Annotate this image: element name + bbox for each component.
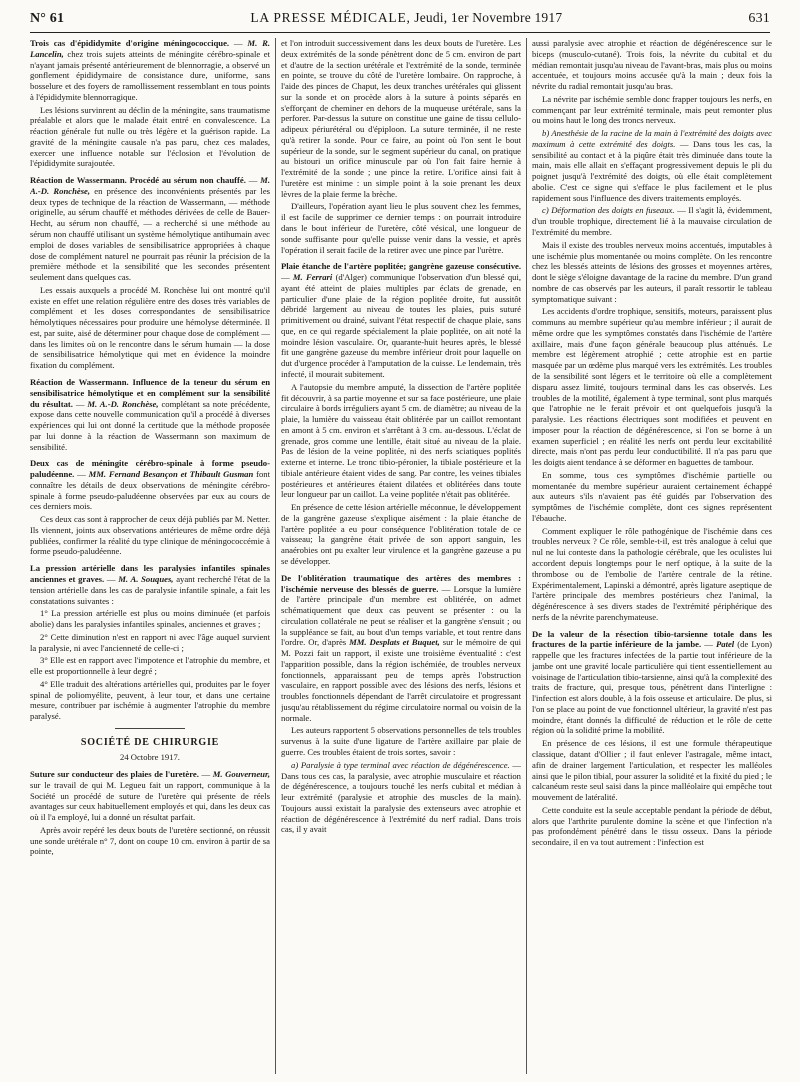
list-item: 3° Elle est en rapport avec l'impotence et l'atrophie du membre, et elle est proportionnelle à leur degré ; bbox=[30, 655, 270, 677]
article-text: — Dans tous les cas, la sensibilité au contact et à la piqûre était très diminuée dans toute la main, mais elle allait en s'effaçant progressivement depuis le pli du poignet jusqu'à l'extrémité des doigts, où elle était complètement abolie. C'est ce signe qui s'efface le plus facilement et le plus rapidement sous l'influence des divers traitements employés. bbox=[532, 138, 772, 203]
paragraph: Les essais auxquels a procédé M. Ronchèse lui ont montré qu'il existe en effet une relation régulière entre des doses très variables de complément et les doses correspondantes de sensibilisatrice hémolytiques nécessaires pour produire une hémolyse déterminée. Il est, par suite, aisé de déterminer pour chaque dose de complément — dans les limites où on le rencontre dans le sérum humain — la dose de sensibilisatrice hémolytique qui met en évidence la moindre fixation du complément. bbox=[30, 284, 270, 371]
column-divider bbox=[526, 38, 527, 1074]
paragraph: et l'on introduit successivement dans les deux bouts de l'uretère. Les deux extrémités de la sonde pénètrent donc de 5 cm. environ de part et d'autre de la section urétérale et l'extrémité de la sonde, terminée en pointe, se trouve du côté de l'uretère lombaire. On rapproche, à l'aide des pinces de Chaput, les deux tranches urétérales qui glissent sur la sonde et on procède alors à la suture à points séparés en s'efforçant de cheminer en dehors de la muqueuse urétérale, sans la perforer. Par-dessus la suture on constitue une gaine de tissu cellulo-adipeux périurétéral ou d'épiploon. La suture terminée, il ne reste qu'à retirer la sonde. Pour ce faire, au point où l'on sent le bout supérieur de la sonde, sur le segment supérieur du canal, on pratique au bistouri un orifice minuscule par où l'on fait faire hernie à l'extrémité de la sonde ; une pince la retire. L'orifice ainsi fait à l'uretère est minime : un simple point à la soie prenant les deux lèvres de la plaie ferme la brèche. bbox=[281, 38, 521, 199]
article-text: font connaître les détails de deux observations de méningite cérébro-spinale à forme pseudo-paludéenne observées par eux au cours de ces derniers mois. bbox=[30, 469, 270, 512]
article-title: Réaction de Wassermann. Procédé au sérum non chauffé. bbox=[30, 175, 246, 186]
article: De la valeur de la résection tibio-tarsienne totale dans les fractures de la partie inférieure de la jambe. — Patel (de Lyon) rappelle que les fractures infectées de la partie tout inférieure de la jambe ont une gravité locale particulière qui tient essentiellement au voisinage de l'articulation tibio-tarsienne, ainsi qu'à la complexité des traits de fracture, qui, presque tous, pénètrent dans l'interligne : l'infection est alors double, à la fois osseuse et articulaire. De plus, si l'on se place au point de vue fonctionnel ultérieur, la gravité n'est pas moindre, étant donnés la difficulté de réduction et le rôle de cette région où la solidité prime la mobilité. bbox=[532, 628, 772, 736]
article-author: M. Gouverneur, bbox=[212, 769, 270, 780]
article-title: De la valeur de la résection tibio-tarsienne totale dans les fractures de la partie inférieure de la jambe. bbox=[532, 628, 772, 650]
article-title: De l'oblitération traumatique des artères des membres : l'ischémie nerveuse des blessés de guerre. bbox=[281, 572, 521, 594]
article-author: M. R. Lancelin, bbox=[30, 38, 270, 59]
section-date: 24 Octobre 1917. bbox=[120, 752, 180, 763]
section-separator bbox=[115, 728, 185, 729]
subheading: a) Paralysie à type terminal avec réaction de dégénérescence. bbox=[291, 759, 510, 770]
article-title: Deux cas de méningite cérébro-spinale à forme pseudo-paludéenne. bbox=[30, 458, 270, 480]
section-title: SOCIÉTÉ DE CHIRURGIE bbox=[80, 736, 220, 748]
paragraph: Cette conduite est la seule acceptable pendant la période de début, alors que l'arthrite purulente domine la scène et que l'infection n'a pas profondément pénétré dans le tissu osseux. Dans la période secondaire, il en va tout autrement : l'infection est bbox=[532, 804, 772, 848]
list-item: 2° Cette diminution n'est en rapport ni avec l'âge auquel survient la paralysie, ni avec l'ancienneté de celle-ci ; bbox=[30, 631, 270, 653]
article: Plaie étanche de l'artère poplitée; gangrène gazeuse consécutive. — M. Ferrari (d'Alger) communique l'observation d'un blessé qui, ayant été atteint de plaies multiples par éclats de grenade, en particulier d'une plaie de la région poplitée droite, fut aussitôt débridé largement au niveau de toutes les plaies, puis suturé primitivement ou drainé, suivant l'état respectif de chaque plaie, sans que, en ce qui regarde spécialement la plaie poplitée, on ait noté la moindre lésion vasculaire. Or, quarante-huit heures après, le blessé fit une gangrène gazeuse du membre inférieur droit pour laquelle on dut d'urgence procéder à l'amputation de la cuisse. Le lendemain, très infecté, il mourait subitement. bbox=[281, 261, 521, 379]
subheading: b) Anesthésie de la racine de la main à l'extrémité des doigts avec maximum à cette extrémité des doigts. bbox=[532, 128, 772, 149]
paragraph bbox=[532, 128, 772, 203]
article-text: sur le travail de qui M. Legueu fait un rapport, communique à la Société un procédé de suture de l'uretère qui présente de réels avantages sur ceux habituellement employés et qui, dans les deux cas où il l'a employé, lui a donné un résultat parfait. bbox=[30, 779, 270, 823]
issue-number: N° 61 bbox=[30, 11, 65, 26]
page-number: 631 bbox=[748, 11, 770, 26]
article-text: sur le mémoire de qui M. Pozzi fait un rapport, il existe une troisième éventualité : c'est l'apparition possible, dans la région ischémiée, de troubles nerveux fonctionnels, apparaissant peu de temps après l'obstruction vasculaire, en rapport possible avec des lésions des nerfs, lésions et troubles fonctionnels dépendant de l'arrêt circulatoire et progressant jusqu'au rétablissement du régime circulatoire normal ou voisin de la normale. bbox=[281, 637, 521, 723]
article-text: — Dans tous ces cas, la paralysie, avec atrophie musculaire et réaction de dégénérescence, a toujours touché les nerfs cubital et médian à leur extrémité (paralysie et atrophie des muscles de la main). Toujours aussi existait la paralysie des extenseurs avec atrophie et réaction de dégénérescence à l'extrémité du nerf radial. Dans trois cas, il y avait bbox=[281, 759, 521, 835]
article-author: M. A. Souques, bbox=[118, 573, 174, 584]
paragraph bbox=[281, 760, 521, 835]
issue-date: Jeudi, 1er Novembre 1917 bbox=[414, 10, 563, 25]
article bbox=[281, 573, 521, 724]
article-text: — Lorsque la lumière de l'artère principale d'un membre est oblitérée, on admet schématiquement que deux cas peuvent se présenter : ou la circulation collatérale ne peut se réaliser et la gangrène s'ensuit ; ou la suppléance se fait, au bout d'un temps variable, et tout rentre dans l'ordre. Or, d'après bbox=[281, 583, 521, 648]
article-text: — Il s'agit là, évidemment, d'un trouble trophique, directement lié à la mauvaise circulation de l'extrémité du membre. bbox=[532, 205, 772, 238]
paragraph: Les accidents d'ordre trophique, sensitifs, moteurs, paraissent plus communs au membre supérieur qu'au membre inférieur ; il aurait de même ordre que les symptômes constatés dans l'ischémie de l'artère axillaire, mais d'une façon générale beaucoup plus atténués. Le membre est légèrement atrophié ; cette atrophie est en partie masquée par un œdème plus marqué vers les extrémités. Les troubles de la sensibilité sont légers et le territoire où elle a complètement disparu assez limité, toujours terminal dans les cas observés. Les troubles de la motilité, également à type terminal, sont plus marqués que l'atrophie ne le ferait prévoir et ont quelquefois jusqu'à la paralysie. Les réactions électriques sont modifiées et peuvent en imposer pour la réaction de dégénérescence, si l'on se borne à un examen superficiel ; en réalité les nerfs ont perdu leur excitabilité directe, mais n'ont pas perdu leur conductibilité. Il n'a pas paru que les doigts aient tendance à se déformer en baguettes de tambour. bbox=[532, 306, 772, 468]
article: Réaction de Wassermann. Procédé au sérum non chauffé. — M. A.-D. Ronchèse, en présence des inconvénients présentés par les deux types de technique de la réaction de Wassermann, — méthode originelle, au sérum chauffé et méthodes dérivées de celle de Bauer-Hecht, au sérum non chauffé, — a recherché si une méthode au sérum non chauffé utilisant un système hémolytique antihumain avec emploi de doses variables de sensibilisatrice appropriées à chaque dose de complément naturel ne pourrait pas réunir la précision de la première méthode et la sensibilité que les secondes présentent seulement dans quelques cas. bbox=[30, 175, 270, 283]
article-author: MM. Desplats et Buquet, bbox=[349, 637, 440, 648]
article-title: Trois cas d'épididymite d'origine méningococcique. bbox=[30, 38, 230, 48]
list-item: 4° Elle traduit des altérations artérielles qui, produites par le foyer spinal de poliomyélite, peuvent, à leur tour, et dans une certaine mesure, contribuer par ischémie à augmenter l'atrophie du membre paralysé. bbox=[30, 678, 270, 722]
paragraph: Ces deux cas sont à rapprocher de ceux déjà publiés par M. Netter. Ils viennent, joints aux observations antérieures de même ordre déjà publiées, confirmer la réalité du type clinique de méningococcémie à forme pseudo-paludéenne. bbox=[30, 514, 270, 557]
article-title: Réaction de Wassermann. Influence de la teneur du sérum en sensibilisatrice hémolytique et en complément sur la sensibilité du résultat. bbox=[30, 376, 270, 409]
list-item: 1° La pression artérielle est plus ou moins diminuée (et parfois abolie) dans les paralysies infantiles spinales, anciennes et graves ; bbox=[30, 608, 270, 630]
subheading: c) Déformation des doigts en fuseaux. bbox=[542, 205, 675, 216]
paragraph: Comment expliquer le rôle pathogénique de l'ischémie dans ces troubles nerveux ? Ce rôle, semble-t-il, est très analogue à celui que nul ne lui conteste dans la pathologie cérébrale, que les oculistes lui accordent depuis longtemps pour le nerf optique, à la suite de la thrombose ou de l'embolie de l'artère centrale de la rétine. Expérimentalement, Lapinski a démontré, après ligature aseptique de l'artère principale des membres postérieurs chez l'animal, la dégénérescence à ses divers stades de l'extrémité périphérique des nerfs de la névrite parenchymateuse. bbox=[532, 525, 772, 622]
paragraph: Les lésions survinrent au déclin de la méningite, sans traumatisme préalable et alors que le malade était entré en convalescence. La réaction générale fut nulle ou très légère et la guérison rapide. La gravité de la méningite causale n'a pas paru, chez ces malades, exercer une influence notable sur l'éclosion et l'évolution de l'épididymite surajoutée. bbox=[30, 104, 270, 169]
article-text: ayant recherché l'état de la tension artérielle dans les cas de paralysie infantile spinale, a fait les constatations suivantes : bbox=[30, 573, 270, 606]
article-author: M. Ferrari bbox=[292, 272, 333, 283]
paragraph: En somme, tous ces symptômes d'ischémie partielle ou momentanée du membre supérieur auraient certainement échappé aux auteurs s'ils n'avaient pas été guidés par l'observation des symptômes de l'ischémie complète, dont ces signes représentent l'ébauche. bbox=[532, 469, 772, 523]
paragraph: En présence de ces lésions, il est une formule thérapeutique classique, datant d'Ollier ; il faut enlever l'astragale, même intact, afin de drainer largement l'articulation, et respecter les malléoles ainsi que le pilon tibial, pour assurer la solidité et la fixité du pied ; le calcanéum reste seul saisi dans la pince malléolaire qui empêche tout mouvement de latéralité. bbox=[532, 738, 772, 803]
article-text: (de Lyon) rappelle que les fractures infectées de la partie tout inférieure de la jambe ont une gravité locale particulière qui tient essentiellement au voisinage de l'articulation tibio-tarsienne, ainsi qu'à la complexité des traits de fracture, qui, presque tous, pénètrent dans l'interligne : l'infection est alors double, à la fois osseuse et articulaire. De plus, si l'on se place au point de vue fonctionnel ultérieur, la gravité n'est pas moindre, étant donnés la difficulté de réduction et le rôle de cette région où la solidité prime la mobilité. bbox=[532, 639, 772, 736]
article-author: MM. Fernand Besançon et Thibault Gusman bbox=[88, 469, 254, 480]
article-title: Plaie étanche de l'artère poplitée; gangrène gazeuse consécutive. bbox=[281, 261, 521, 272]
paragraph bbox=[532, 205, 772, 237]
paragraph: aussi paralysie avec atrophie et réaction de dégénérescence sur le biceps (musculo-cutané). Trois fois, la névrite du cubital et du médian remontait jusqu'au niveau de l'avant-bras, mais plus ou moins accentuée, et toujours moins accusée qu'à la main ; deux fois la névrite du radial remontait jusqu'au bras. bbox=[532, 38, 772, 92]
article-title: La pression artérielle dans les paralysies infantiles spinales anciennes et graves. bbox=[30, 563, 270, 584]
article-text: complétant sa note précédente, expose dans cette nouvelle communication qu'il a procédé à diverses expériences qui lui ont donné la certitude que la méthode proposée par lui donne à la réaction de Wassermann son maximum de sensibilité. bbox=[30, 398, 270, 452]
page-header bbox=[30, 10, 770, 32]
article: Suture sur conducteur des plaies de l'uretère. — M. Gouverneur, sur le travail de qui M. Legueu fait un rapport, communique à la Société un procédé de suture de l'uretère qui présente de réels avantages sur ceux habituellement employés et qui, dans les deux cas où il l'a employé, lui a donné un résultat parfait. bbox=[30, 769, 270, 823]
paragraph: Mais il existe des troubles nerveux moins accentués, imputables à une ischémie plus momentanée ou moins complète. On les rencontre chez les blessés atteints de lésions des grosses et moyennes artères, dont le siège s'éloigne davantage de la racine du membre. D'un grand nombre de cas observés par les auteurs, il paraît ressortir le tableau symptomatique suivant : bbox=[532, 239, 772, 304]
column-divider bbox=[275, 38, 276, 1074]
article-text: chez trois sujets atteints de méningite cérébro-spinale et n'ayant jamais présenté antérieurement de blennorragie, a observé un gonflement épididymaire de consistance dure, uniforme, sans bosselure et des foyers de ramollissement ressemblant en tous points à l'épididymite blennorragique. bbox=[30, 48, 270, 102]
article-author: M. A.-D. Ronchèse, bbox=[87, 398, 159, 409]
column-1 bbox=[30, 38, 270, 1078]
article-title: Suture sur conducteur des plaies de l'uretère. bbox=[30, 769, 199, 780]
masthead bbox=[250, 10, 562, 26]
column-2 bbox=[281, 38, 521, 1078]
article-author: M. A.-D. Ronchèse, bbox=[30, 175, 270, 196]
paragraph: D'ailleurs, l'opération ayant lieu le plus souvent chez les femmes, il est facile de supprimer ce dernier temps : on pourrait introduire dans le bout inférieur de l'uretère, côté vésical, une longueur de sonde suffisante pour qu'elle puisse venir dans la vessie, et après l'opération il serait facile de la retirer avec une pince par l'urètre. bbox=[281, 201, 521, 255]
article: Réaction de Wassermann. Influence de la teneur du sérum en sensibilisatrice hémolytique et en complément sur la sensibilité du résultat. — M. A.-D. Ronchèse, complétant sa note précédente, expose dans cette nouvelle communication qu'il a procédé à diverses expériences qui lui ont donné la certitude que la méthode proposée par lui donne à la réaction de Wassermann son maximum de sensibilité. bbox=[30, 376, 270, 452]
article: Trois cas d'épididymite d'origine méningococcique. — M. R. Lancelin, chez trois sujets atteints de méningite cérébro-spinale et n'ayant jamais présenté antérieurement de blennorragie, a observé un gonflement épididymaire de consistance dure, uniforme, sans bosselure et des foyers de ramollissement ressemblant en tous points à l'épididymite blennorragique. bbox=[30, 38, 270, 102]
paper-name: LA PRESSE MÉDICALE, bbox=[250, 10, 411, 25]
article-text: (d'Alger) communique l'observation d'un blessé qui, ayant été atteint de plaies multiples par éclats de grenade, en particulier d'une plaie de la région poplitée droite, fut aussitôt débridé largement au niveau de toutes les plaies, puis suturé primitivement ou drainé, suivant l'état respectif de chaque plaie, sans que, en ce qui regarde spécialement la plaie poplitée, on ait noté la moindre lésion vasculaire. Or, quarante-huit heures après, le blessé fit une gangrène gazeuse du membre inférieur droit pour laquelle on dut d'urgence procéder à l'amputation de la cuisse. Le lendemain, très infecté, il mourait subitement. bbox=[281, 272, 521, 379]
paragraph: Après avoir repéré les deux bouts de l'uretère sectionné, on réussit une sonde urétérale n° 7, dont on coupe 10 cm. environ à partir de sa pointe, bbox=[30, 824, 270, 857]
article-author: Patel bbox=[715, 639, 735, 650]
paragraph: En présence de cette lésion artérielle méconnue, le développement de la gangrène gazeuse s'explique aisément : la plaie étanche de l'artère poplitée a eu pour conséquence l'oblitération totale de ce vaisseau; la gangrène était privée de son apport sanguin, les anaérobies ont pu exalter leur virulence et la gangrène gazeuse a pu se développer. bbox=[281, 502, 521, 566]
header-rule bbox=[30, 32, 770, 33]
paragraph: A l'autopsie du membre amputé, la dissection de l'artère poplitée fit découvrir, à sa partie moyenne et sur sa face postérieure, une plaie circulaire à bords irréguliers ayant 5 cm. de diamètre; au niveau de la plaie, la lumière du vaisseau était oblitérée par un caillot remontant en amont à 5 cm. environ et s'arrêtant à 3 cm. au-dessous. L'éclat de grenade, gros comme une lentille, était situé au niveau de la plaie. Pas de lésion de la veine poplitée, ni des nerfs sciatiques poplités externe et interne. Le tronc tibio-péronier, la tibiale postérieure et la tibiale antérieure étaient vides de sang. Par contre, les veines tibiales postérieures et antérieures étaient dilatées et oblitérées dans toute leur longueur par un caillot. La veine poplitée n'était pas oblitérée. bbox=[281, 381, 521, 500]
article-text: en présence des inconvénients présentés par les deux types de technique de la réaction de Wassermann, — méthode originelle, au sérum chauffé et méthodes dérivées de celle de Bauer-Hecht, au sérum non chauffé, — a recherché si une méthode au sérum non chauffé utilisant un système hémolytique antihumain avec emploi de doses variables de sensibilisatrice appropriées à chaque dose de complément naturel ne pourrait pas réunir la précision de la première méthode et la sensibilité que les secondes présentent seulement dans quelques cas. bbox=[30, 185, 270, 283]
paragraph: La névrite par ischémie semble donc frapper toujours les nerfs, en commençant par leur extrémité terminale, mais peut remonter plus ou moins haut le long des troncs nerveux. bbox=[532, 93, 772, 126]
paragraph: Les auteurs rapportent 5 observations personnelles de tels troubles survenus à la suite d'une ligature de l'artère axillaire par plaie de guerre. Ces troubles étaient de trois sortes, savoir : bbox=[281, 725, 521, 757]
article: Deux cas de méningite cérébro-spinale à forme pseudo-paludéenne. — MM. Fernand Besançon et Thibault Gusman font connaître les détails de deux observations de méningite cérébro-spinale à forme pseudo-paludéenne observées par eux au cours de ces derniers mois. bbox=[30, 458, 270, 512]
column-3 bbox=[532, 38, 772, 1078]
article: La pression artérielle dans les paralysies infantiles spinales anciennes et graves. — M. A. Souques, ayant recherché l'état de la tension artérielle dans les cas de paralysie infantile spinale, a fait les constatations suivantes : bbox=[30, 563, 270, 606]
